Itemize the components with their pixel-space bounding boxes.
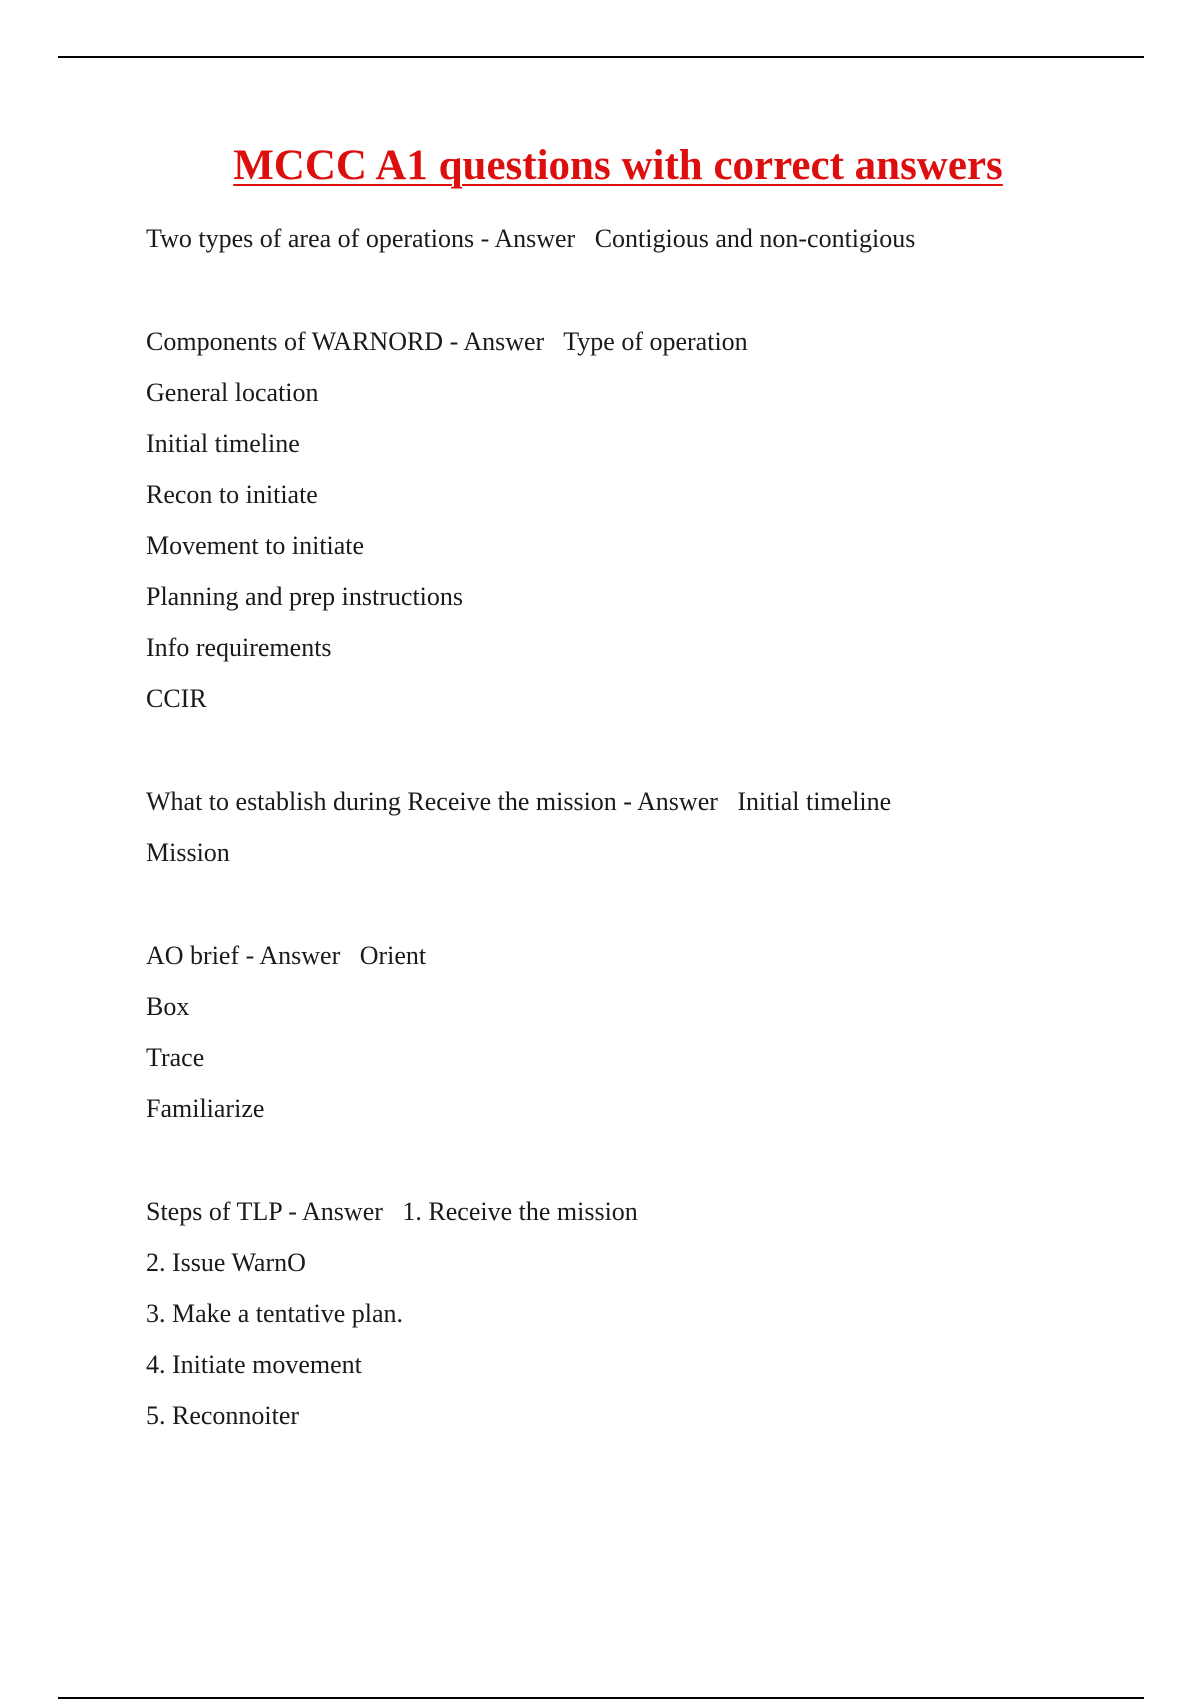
answer-line: Trace	[146, 1043, 205, 1072]
answer-line: Initial timeline	[737, 787, 892, 816]
answer-separator: - Answer	[288, 1197, 383, 1226]
qa-item	[146, 213, 1146, 264]
answer-separator: - Answer	[245, 941, 341, 970]
answer-line: 3. Make a tentative plan.	[146, 1299, 404, 1328]
qa-list	[146, 213, 1146, 1493]
top-rule	[58, 56, 1144, 58]
question-line	[146, 316, 1146, 367]
answer-line: Planning and prep instructions	[146, 582, 464, 611]
question-text: AO brief	[146, 941, 240, 970]
qa-item	[146, 1186, 1146, 1441]
answer-line: Recon to initiate	[146, 480, 318, 509]
answer-line: 2. Issue WarnO	[146, 1248, 306, 1277]
question-line	[146, 213, 1146, 264]
answer-line: Orient	[359, 941, 427, 970]
answer-line: Initial timeline	[146, 429, 300, 458]
answer-line: CCIR	[146, 684, 207, 713]
answer-separator: - Answer	[623, 787, 718, 816]
document-title: MCCC A1 questions with correct answers	[233, 142, 1003, 189]
answer-separator: - Answer	[449, 327, 545, 356]
answer-line: Type of operation	[563, 327, 748, 356]
question-text: Steps of TLP	[146, 1197, 282, 1226]
answer-line: Mission	[146, 838, 230, 867]
answer-line: Contigious and non-contigious	[594, 224, 916, 253]
answer-line: Box	[146, 992, 190, 1021]
bottom-rule	[58, 1697, 1144, 1699]
question-line	[146, 776, 1146, 827]
question-line	[146, 930, 1146, 981]
answer-line: 5. Reconnoiter	[146, 1401, 300, 1430]
qa-item	[146, 316, 1146, 724]
answer-line: General location	[146, 378, 319, 407]
answer-line: 4. Initiate movement	[146, 1350, 362, 1379]
question-line	[146, 1186, 1146, 1237]
qa-item	[146, 930, 1146, 1134]
answer-line: Familiarize	[146, 1094, 265, 1123]
answer-separator: - Answer	[480, 224, 576, 253]
answer-line: Info requirements	[146, 633, 332, 662]
question-text: Components of WARNORD	[146, 327, 444, 356]
qa-item	[146, 776, 1146, 878]
answer-line: Movement to initiate	[146, 531, 365, 560]
answer-line: 1. Receive the mission	[402, 1197, 638, 1226]
question-text: What to establish during Receive the mission	[146, 787, 617, 816]
question-text: Two types of area of operations	[146, 224, 475, 253]
